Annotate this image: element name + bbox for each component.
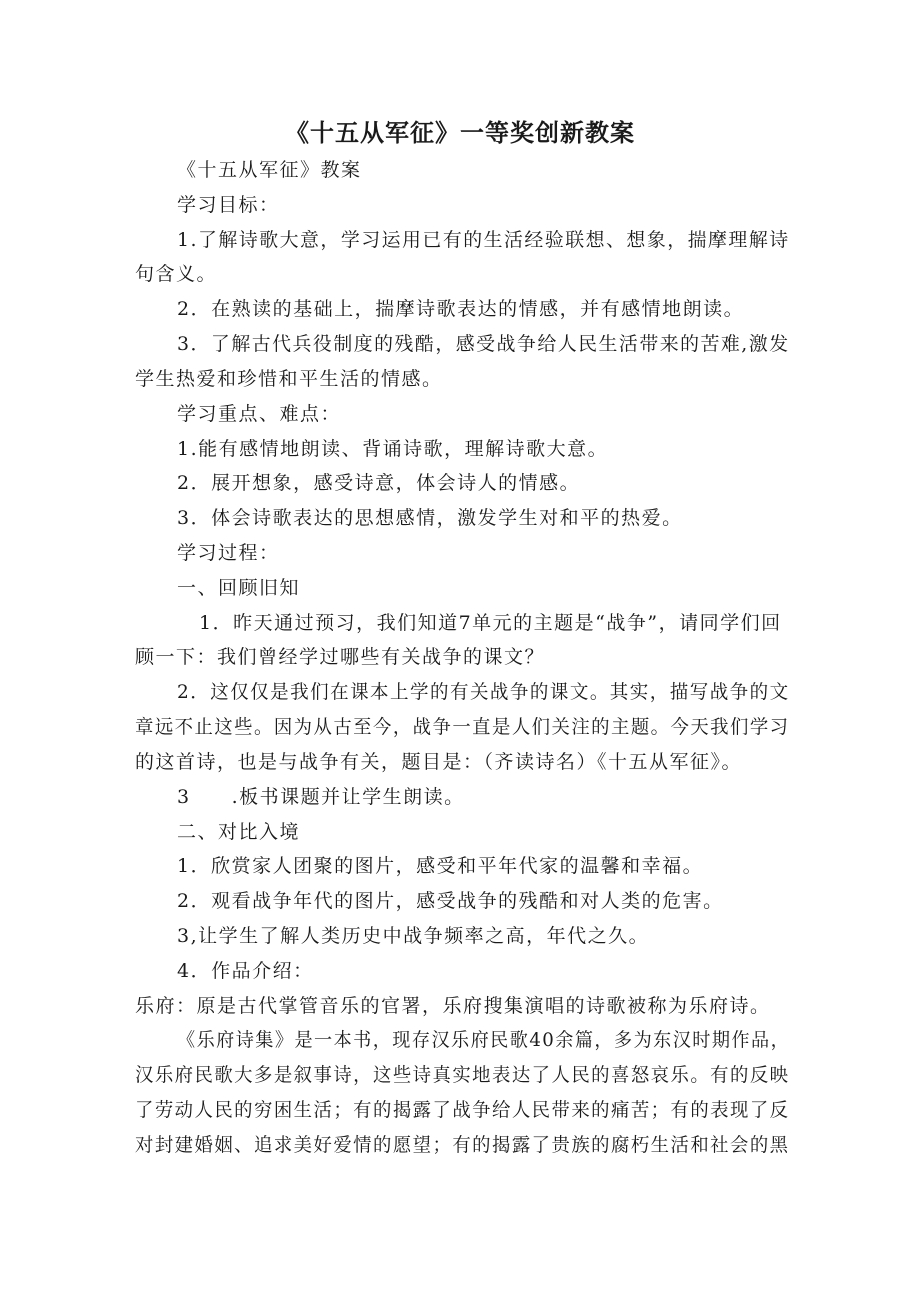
line-key-point-1: 1.能有感情地朗读、背诵诗歌，理解诗歌大意。 xyxy=(177,438,609,460)
line-goal-1: 1.了解诗歌大意，学习运用已有的生活经验联想、想象，揣摩理解诗 xyxy=(177,229,790,251)
line-section-contrast: 二、对比入境 xyxy=(177,821,301,843)
line-key-points-heading: 学习重点、难点： xyxy=(177,403,342,425)
line-process-heading: 学习过程： xyxy=(177,542,280,564)
line-review-2-cont-b: 的这首诗，也是与战争有关，题目是：（齐读诗名）《十五从军征》。 xyxy=(135,751,743,773)
line-yuefu-cont-b: 了劳动人民的穷困生活；有的揭露了战争给人民带来的痛苦；有的表现了反 xyxy=(135,1099,790,1121)
line-review-3: 3 .板书课题并让学生朗读。 xyxy=(177,786,465,808)
line-goal-2: 2．在熟读的基础上，揣摩诗歌表达的情感，并有感情地朗读。 xyxy=(177,298,745,320)
line-yuefu-intro: 乐府：原是古代掌管音乐的官署，乐府搜集演唱的诗歌被称为乐府诗。 xyxy=(135,995,771,1017)
line-yuefu-cont-a: 汉乐府民歌大多是叙事诗，这些诗真实地表达了人民的喜怒哀乐。有的反映 xyxy=(135,1064,790,1086)
line-contrast-3: 3,让学生了解人类历史中战争频率之高，年代之久。 xyxy=(177,925,650,947)
line-review-1-cont: 顾一下：我们曾经学过哪些有关战争的课文？ xyxy=(135,646,546,668)
line-learning-goals-heading: 学习目标： xyxy=(177,194,280,216)
line-yuefu-collection: 《乐府诗集》是一本书，现存汉乐府民歌40余篇，多为东汉时期作品， xyxy=(177,1029,791,1051)
line-contrast-2: 2．观看战争年代的图片，感受战争的残酷和对人类的危害。 xyxy=(177,890,724,912)
line-contrast-4: 4．作品介绍： xyxy=(177,960,314,982)
line-section-review: 一、回顾旧知 xyxy=(177,577,301,599)
line-contrast-1: 1．欣赏家人团聚的图片，感受和平年代家的温馨和幸福。 xyxy=(177,855,704,877)
line-yuefu-cont-c: 对封建婚姻、追求美好爱情的愿望；有的揭露了贵族的腐朽生活和社会的黑 xyxy=(135,1134,790,1156)
document-title: 《十五从军征》一等奖创新教案 xyxy=(285,119,635,147)
line-goal-3: 3．了解古代兵役制度的残酷，感受战争给人民生活带来的苦难,激发 xyxy=(177,333,790,355)
line-review-1: 1．昨天通过预习，我们知道7单元的主题是“战争”，请同学们回 xyxy=(199,612,782,634)
line-lesson-plan-heading: 《十五从军征》教案 xyxy=(177,159,362,181)
line-review-2-cont-a: 章远不止这些。因为从古至今，战争一直是人们关注的主题。今天我们学习 xyxy=(135,716,790,738)
line-key-point-3: 3．体会诗歌表达的思想感情，激发学生对和平的热爱。 xyxy=(177,507,683,529)
line-key-point-2: 2．展开想象，感受诗意，体会诗人的情感。 xyxy=(177,472,581,494)
line-review-2: 2．这仅仅是我们在课本上学的有关战争的课文。其实，描写战争的文 xyxy=(177,681,790,703)
line-goal-3-cont: 学生热爱和珍惜和平生活的情感。 xyxy=(135,368,443,390)
line-goal-1-cont: 句含义。 xyxy=(135,263,218,285)
